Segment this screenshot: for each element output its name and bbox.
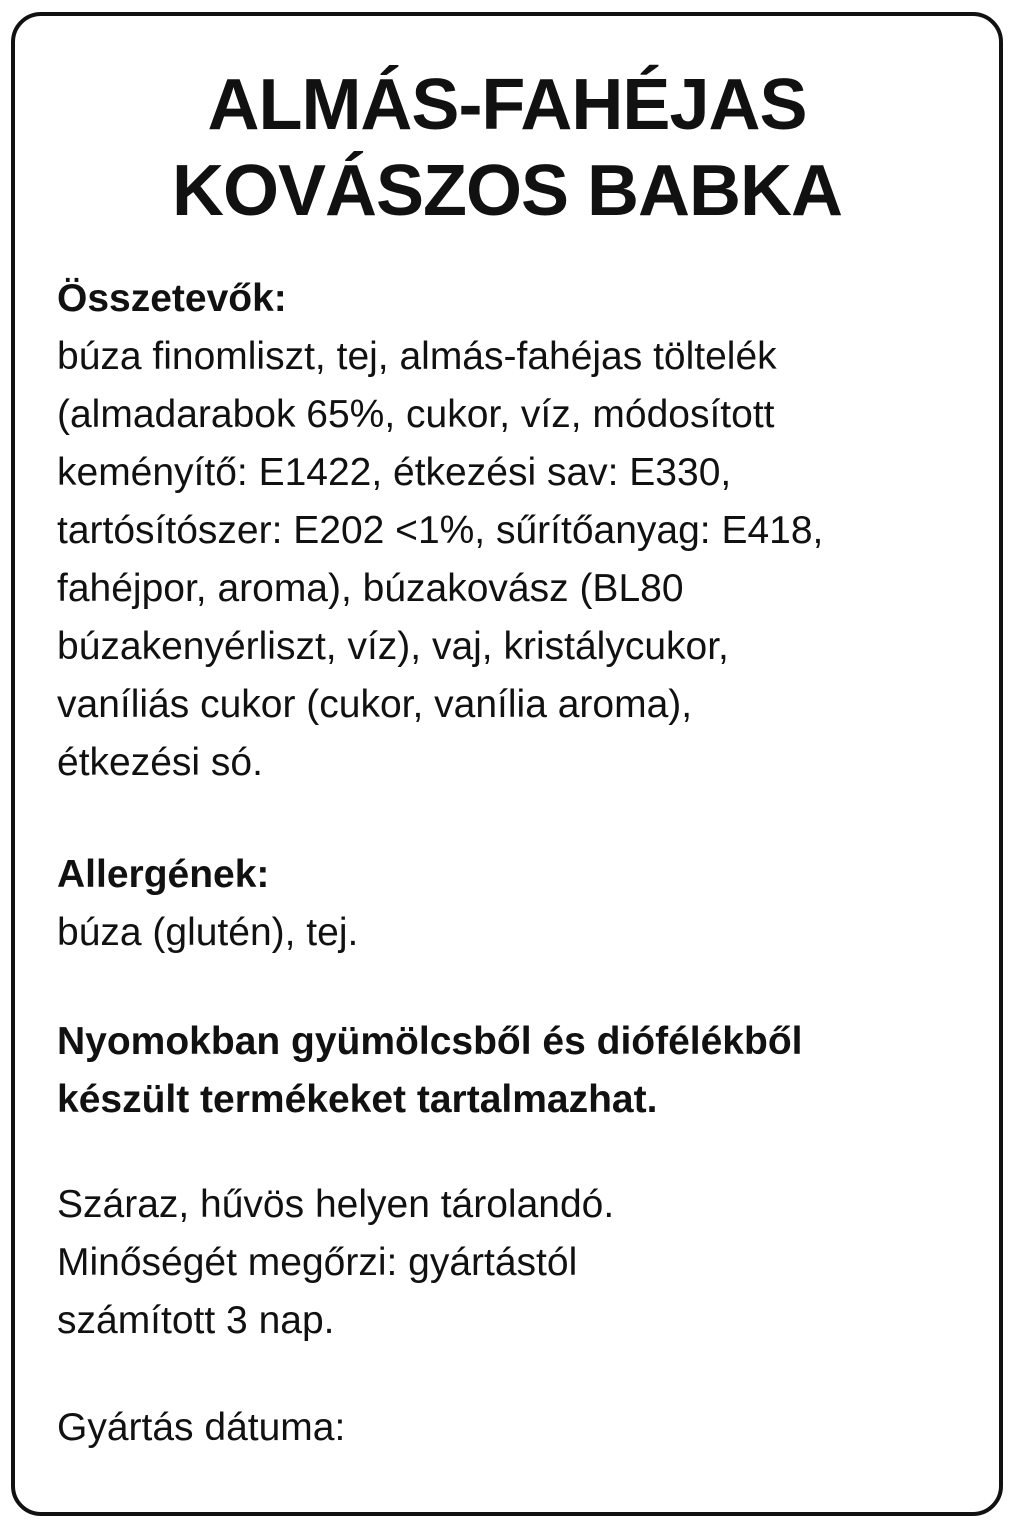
product-label <box>11 12 1003 1516</box>
ingredients-section <box>57 270 987 792</box>
allergens-text: búza (glutén), tej. <box>57 911 359 954</box>
trace-warning-line: készült termékeket tartalmazhat. <box>57 1078 658 1121</box>
ingredients-line: tartósítószer: E202 <1%, sűrítőanyag: E418, <box>57 509 824 552</box>
storage-text <box>57 1176 987 1350</box>
ingredients-line: vaníliás cukor (cukor, vanília aroma), <box>57 683 693 726</box>
allergens-section <box>57 846 987 962</box>
shelf-life-line: Minőségét megőrzi: gyártástól <box>57 1241 578 1284</box>
production-date-label: Gyártás dátuma: <box>57 1406 346 1449</box>
product-title-line: KOVÁSZOS BABKA <box>171 151 843 231</box>
ingredients-heading: Összetevők: <box>57 277 287 320</box>
ingredients-line: étkezési só. <box>57 741 263 784</box>
trace-warning <box>57 1013 987 1129</box>
ingredients-line: keményítő: E1422, étkezési sav: E330, <box>57 451 732 494</box>
storage-section <box>57 1176 987 1350</box>
trace-warning-text <box>57 1013 987 1129</box>
storage-line: Száraz, hűvös helyen tárolandó. <box>57 1183 615 1226</box>
allergens-heading: Allergének: <box>57 853 270 896</box>
ingredients-line: búza finomliszt, tej, almás-fahéjas töltelék <box>57 335 777 378</box>
ingredients-text <box>57 328 987 792</box>
product-title-line: ALMÁS-FAHÉJAS <box>207 65 807 145</box>
production-date-section <box>57 1399 987 1457</box>
ingredients-line: búzakenyérliszt, víz), vaj, kristálycukor, <box>57 625 729 668</box>
ingredients-line: (almadarabok 65%, cukor, víz, módosított <box>57 393 775 436</box>
product-title <box>15 62 999 234</box>
ingredients-line: fahéjpor, aroma), búzakovász (BL80 <box>57 567 684 610</box>
shelf-life-line: számított 3 nap. <box>57 1299 335 1342</box>
trace-warning-line: Nyomokban gyümölcsből és diófélékből <box>57 1020 803 1063</box>
